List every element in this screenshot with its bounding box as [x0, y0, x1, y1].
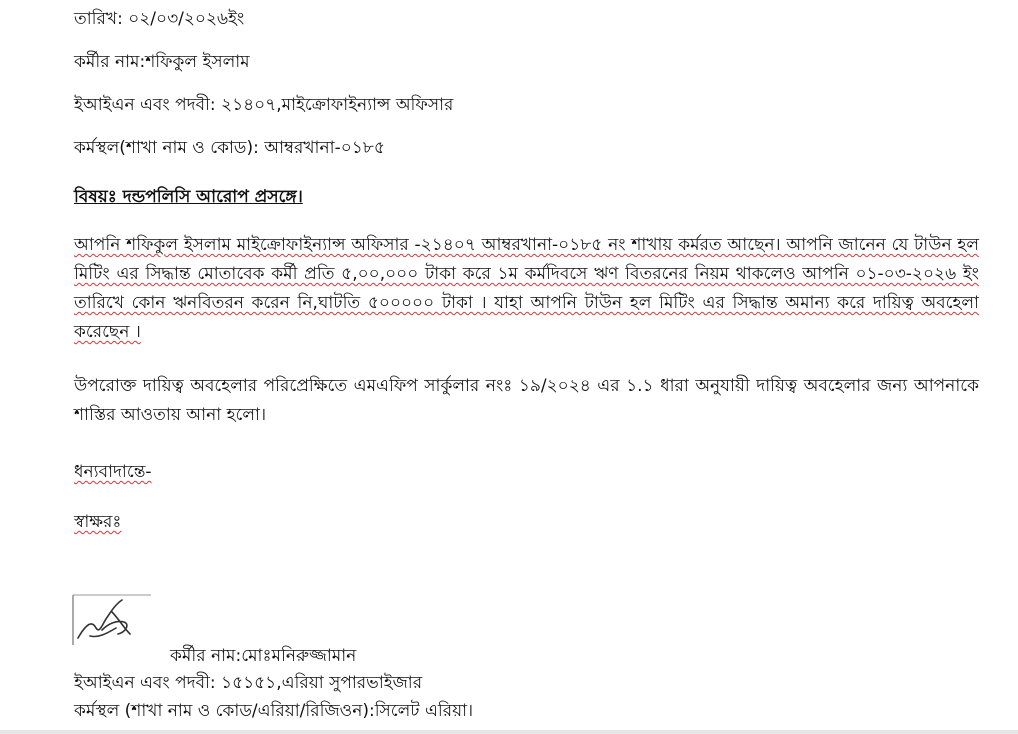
date-line: তারিখ: ০২/০৩/২০২৬ইং: [74, 9, 245, 29]
body-paragraph-1: আপনি শফিকুল ইসলাম মাইক্রোফাইন্যান্স অফিসার -২১৪০৭ আম্বরখানা-০১৮৫ নং শাখায় কর্মরত আছেন। আপনি জানেন যে টাউন হল মিটিং এর সিদ্ধান্ত মোতাবেক কর্মী প্রতি ৫,০০,০০০ টাকা করে ১ম কর্মদিবসে ঋণ বিতরনের নিয়ম থাকলেও আপনি ০১-০৩-২০২৬ ইং তারিখে কোন ঋনবিতরন করেন নি,ঘাটতি ৫০০০০০ টাকা । যাহা আপনি টাউন হল মিটিং এর সিদ্ধান্ত অমান্য করে দায়িত্ব অবহেলা করেছেন ।: [74, 235, 979, 342]
signatory-workplace: কর্মস্থল (শাখা নাম ও কোড/এরিয়া/রিজিওন):সিলেট এরিয়া।: [74, 701, 474, 721]
body-paragraph-2: উপরোক্ত দায়িত্ব অবহেলার পরিপ্রেক্ষিতে এমএফিপ সার্কুলার নংঃ ১৯/২০২৪ এর ১.১ ধারা অনুযায়ী দায়িত্ব অবহেলার জন্য আপনাকে শাস্তির আওতায় আনা হলো।: [74, 376, 979, 425]
workplace-line: কর্মস্থল(শাখা নাম ও কোড): আম্বরখানা-০১৮৫: [74, 138, 385, 158]
signatory-name: কর্মীর নাম:মোঃমনিরুজ্জামান: [170, 646, 357, 666]
closing-thanks: ধন্যবাদান্তে-: [74, 462, 152, 482]
signature-label: স্বাক্ষরঃ: [74, 512, 122, 532]
ein-designation-line: ইআইএন এবং পদবী: ২১৪০৭,মাইক্রোফাইন্যান্স অফিসার: [74, 95, 454, 115]
subject-heading: বিষয়ঃ দন্ডপলিসি আরোপ প্রসঙ্গে।: [74, 187, 303, 207]
employee-name-line: কর্মীর নাম:শফিকুল ইসলাম: [74, 52, 250, 72]
page-bottom-edge: [0, 730, 1018, 734]
signature-image: [72, 594, 152, 646]
signatory-ein-designation: ইআইএন এবং পদবী: ১৫১৫১,এরিয়া সুপারভাইজার: [74, 673, 423, 693]
